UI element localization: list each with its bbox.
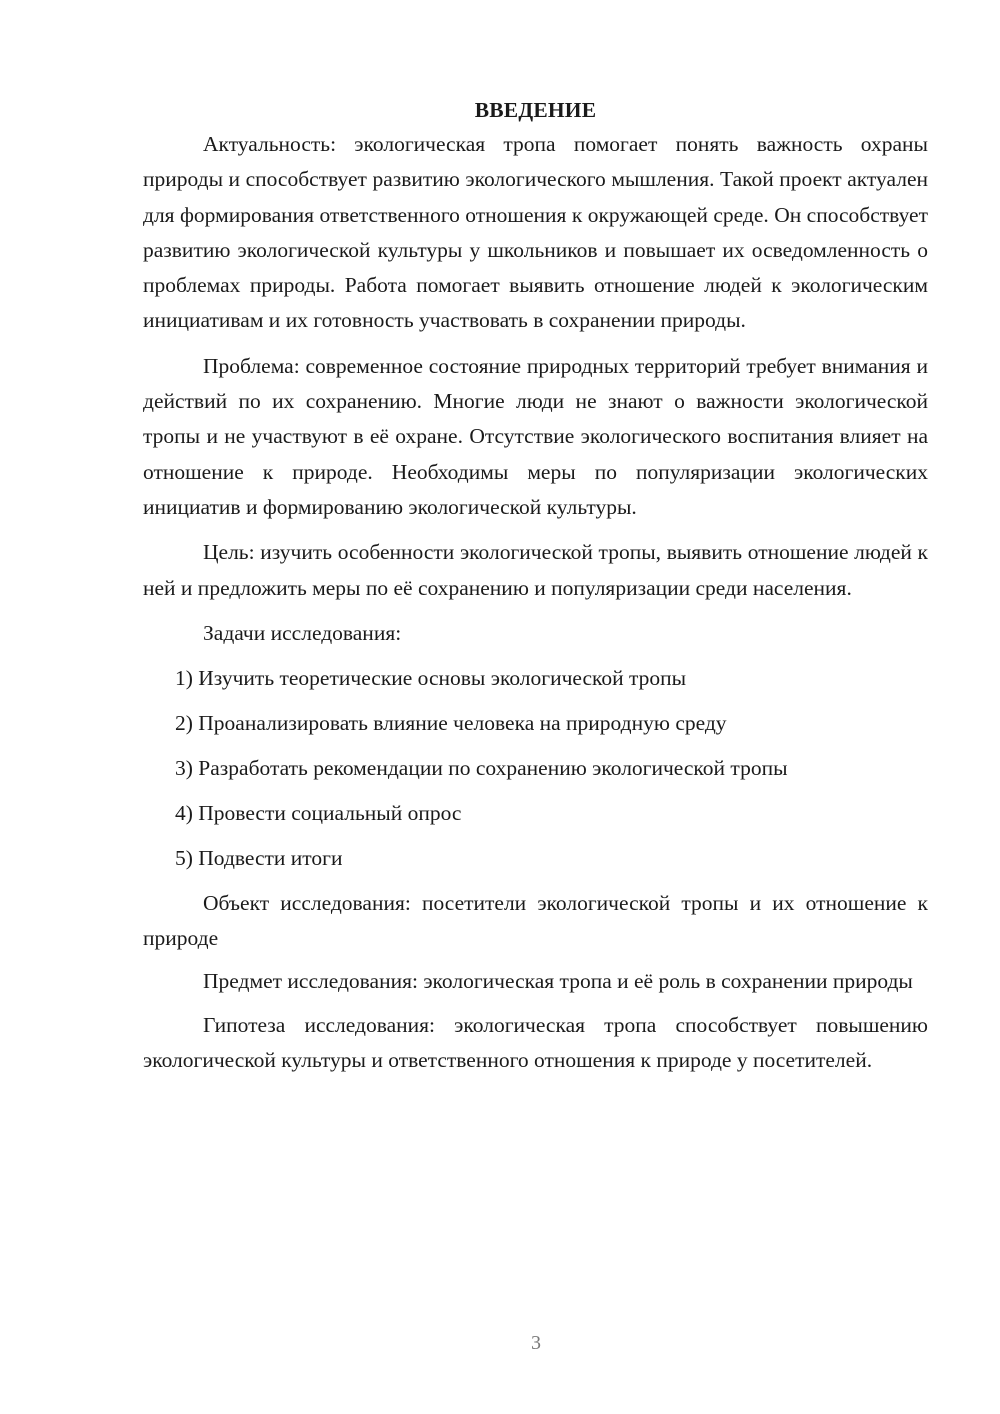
object-paragraph: Объект исследования: посетители экологической тропы и их отношение к природе: [143, 890, 928, 951]
tasks-list: [143, 661, 928, 876]
subject-paragraph: Предмет исследования: экологическая тропа и её роль в сохранении природы: [203, 969, 913, 994]
list-item: 5) Подвести итоги: [175, 845, 343, 870]
tasks-heading: Задачи исследования:: [203, 620, 402, 645]
hypothesis-paragraph: Гипотеза исследования: экологическая тропа способствует повышению экологической культуры и ответственного отношения к природе у посетителей.: [143, 1012, 928, 1073]
problem-paragraph: Проблема: современное состояние природных территорий требует внимания и действий по их сохранению. Многие люди не знают о важности экологической тропы и не участвуют в её охране. Отсутствие экологического воспитания влияет на отношение к природе. Необходимы меры по популяризации экологических инициатив и формированию экологической культуры.: [143, 353, 928, 519]
list-item: 1) Изучить теоретические основы экологической тропы: [175, 665, 687, 690]
page-title: ВВЕДЕНИЕ: [474, 98, 597, 122]
page-number: 3: [531, 1332, 541, 1354]
list-item: 2) Проанализировать влияние человека на природную среду: [175, 710, 727, 735]
document-page: [143, 94, 928, 1088]
relevance-paragraph: Актуальность: экологическая тропа помогает понять важность охраны природы и способствует развитию экологического мышления. Такой проект актуален для формирования ответственного отношения к окружающей среде. Он способствует развитию экологической культуры у школьников и повышает их осведомленность о проблемах природы. Работа помогает выявить отношение людей к экологическим инициативам и их готовность участвовать в сохранении природы.: [143, 132, 928, 333]
goal-paragraph: Цель: изучить особенности экологической тропы, выявить отношение людей к ней и предложить меры по её сохранению и популяризации среди населения.: [143, 540, 928, 600]
list-item: 4) Провести социальный опрос: [175, 800, 462, 825]
list-item: 3) Разработать рекомендации по сохранению экологической тропы: [175, 755, 788, 780]
